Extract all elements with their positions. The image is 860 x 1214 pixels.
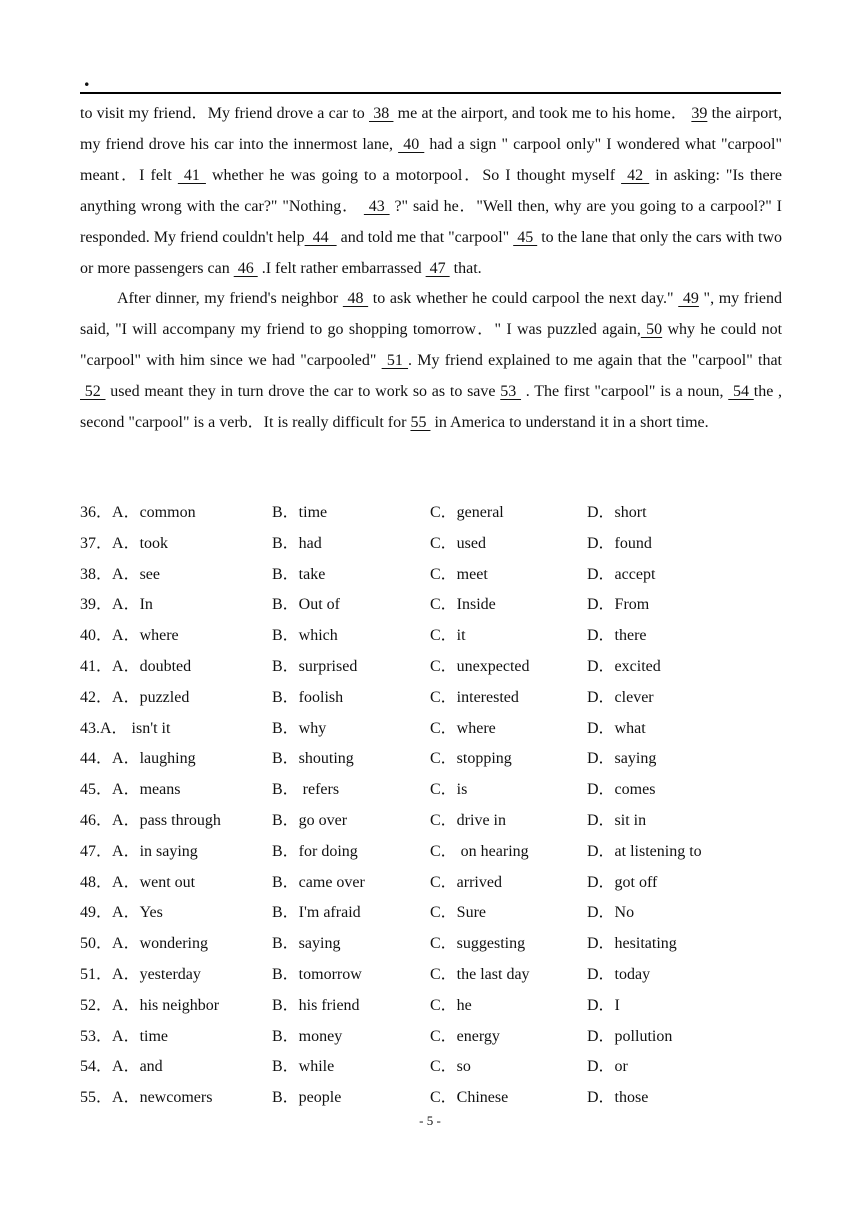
option-a	[80, 683, 189, 714]
option-a-text: A．Yes	[112, 904, 163, 922]
question-row	[80, 991, 782, 1022]
option-d: D．excited	[587, 657, 661, 675]
answer-blank: 38	[369, 105, 394, 122]
option-a-text: A．yesterday	[112, 965, 201, 983]
question-row	[80, 1022, 782, 1053]
answer-blank: 47	[425, 259, 450, 277]
option-a	[80, 590, 153, 621]
option-d: D．there	[587, 627, 647, 645]
option-d: D．sit in	[587, 811, 647, 829]
answer-blank: 55	[410, 414, 431, 432]
passage-text: the , second "carpool" is a verb．It is really difficult for	[80, 383, 783, 432]
answer-blank: 51	[381, 352, 409, 370]
option-a	[80, 868, 195, 899]
question-row	[80, 775, 782, 806]
passage-paragraph	[80, 284, 782, 439]
passage-text: that.	[449, 259, 482, 277]
option-a-text: A．In	[112, 596, 153, 614]
option-b: B．foolish	[272, 688, 344, 706]
page-number: - 5 -	[419, 1113, 441, 1128]
option-b: B．while	[272, 1058, 335, 1076]
option-d: D．short	[587, 504, 647, 521]
option-a	[80, 1083, 212, 1114]
question-number: 39．	[80, 596, 113, 614]
option-d: D．hesitating	[587, 935, 677, 953]
passage-text: had a sign " carpool only" I wondered what "carpool" meant．I felt	[80, 135, 783, 184]
cloze-passage	[80, 99, 782, 439]
answer-blank: 44	[304, 228, 337, 246]
option-a-text: A．his neighbor	[112, 996, 220, 1014]
option-a-text: A．where	[112, 627, 179, 645]
question-number: 46．	[80, 811, 113, 829]
option-c: C．Sure	[430, 904, 487, 922]
option-c: C．it	[430, 627, 466, 645]
option-a	[80, 898, 163, 929]
option-b: B．why	[272, 719, 327, 737]
option-a-text: A．means	[112, 781, 181, 799]
option-a-text: A．doubted	[112, 657, 192, 675]
question-number: 53．	[80, 1027, 113, 1045]
option-b: B．people	[272, 1089, 342, 1107]
option-b: B．go over	[272, 811, 348, 829]
option-c: C．suggesting	[430, 935, 526, 953]
passage-text: to visit my friend．My friend drove a car to	[80, 105, 370, 122]
question-number: 43.	[80, 719, 100, 737]
option-a	[80, 560, 160, 591]
question-row	[80, 960, 782, 991]
option-b: B．money	[272, 1027, 343, 1045]
question-number: 45．	[80, 781, 113, 799]
option-d: D．today	[587, 965, 651, 983]
option-a	[80, 652, 191, 683]
question-number: 54．	[80, 1058, 113, 1076]
option-a-text: A．in saying	[112, 842, 198, 860]
answer-blank: 43	[363, 197, 390, 215]
question-number: 37．	[80, 534, 113, 552]
option-a-text: A．and	[112, 1058, 163, 1076]
passage-text: the airport, my friend drove his car into the innermost lane,	[80, 105, 782, 153]
question-row	[80, 1052, 782, 1083]
option-b: B．surprised	[272, 657, 358, 675]
question-row	[80, 898, 782, 929]
question-number: 36．	[80, 504, 113, 521]
option-c: C．Inside	[430, 596, 496, 614]
passage-paragraph	[80, 99, 782, 284]
question-row	[80, 1083, 782, 1114]
option-b: B．for doing	[272, 842, 358, 860]
option-d: D．found	[587, 534, 652, 552]
option-c: C．stopping	[430, 750, 512, 768]
option-c: C．so	[430, 1058, 471, 1076]
option-d: D．or	[587, 1058, 628, 1076]
question-number: 44．	[80, 750, 113, 768]
option-d: D．I	[587, 996, 620, 1014]
option-a-text: A．laughing	[112, 750, 196, 768]
option-c: C．the last day	[430, 965, 530, 983]
option-a	[80, 498, 196, 529]
answer-blank: 46	[233, 259, 258, 277]
option-c: C．general	[430, 504, 504, 521]
answer-options	[80, 498, 782, 1114]
question-row	[80, 590, 782, 621]
question-row	[80, 621, 782, 652]
option-a-text: A． isn't it	[100, 719, 171, 737]
passage-text: in America to understand it in a short time.	[430, 414, 709, 432]
answer-blank: 52	[80, 383, 106, 401]
option-a	[80, 529, 168, 560]
option-d: D．saying	[587, 750, 657, 768]
option-a	[80, 960, 201, 991]
option-a-text: A．common	[112, 504, 196, 521]
option-a-text: A．wondering	[112, 935, 209, 953]
passage-text: ?" said he．"Well then, why are you going to a carpool?" I responded. My friend couldn't help	[80, 197, 783, 246]
option-b: B．tomorrow	[272, 965, 362, 983]
answer-blank: 39	[691, 105, 708, 122]
option-a-text: A．puzzled	[112, 688, 190, 706]
question-row	[80, 714, 782, 745]
answer-blank: 45	[513, 228, 538, 246]
option-b: B． refers	[272, 781, 340, 799]
passage-text: to the lane that only the cars with two or more passengers can	[80, 228, 783, 277]
question-row	[80, 498, 782, 529]
passage-text: .I felt rather embarrassed	[257, 259, 426, 277]
question-number: 49．	[80, 904, 113, 922]
question-number: 41．	[80, 657, 113, 675]
option-c: C．energy	[430, 1027, 500, 1045]
option-a	[80, 991, 219, 1022]
option-a	[80, 621, 179, 652]
option-b: B．take	[272, 565, 326, 583]
option-b: B．came over	[272, 873, 365, 891]
option-a	[80, 775, 180, 806]
option-a	[80, 929, 208, 960]
question-number: 42．	[80, 688, 113, 706]
option-c: C．arrived	[430, 873, 502, 891]
question-number: 55．	[80, 1089, 113, 1107]
header-rule	[80, 92, 781, 94]
answer-blank: 48	[342, 290, 369, 308]
option-d: D．comes	[587, 781, 656, 799]
answer-blank: 54	[728, 383, 754, 401]
passage-text: . My friend explained to me again that the "carpool" that	[408, 352, 782, 370]
option-a-text: A．newcomers	[112, 1089, 213, 1107]
option-c: C．is	[430, 781, 468, 799]
question-row	[80, 652, 782, 683]
option-d: D．accept	[587, 565, 656, 583]
option-c: C．he	[430, 996, 472, 1014]
passage-text: me at the airport, and took me to his home．	[393, 105, 692, 122]
option-c: C． on hearing	[430, 842, 529, 860]
answer-blank: 49	[678, 290, 699, 308]
passage-text: to ask whether he could carpool the next day."	[368, 290, 679, 308]
option-a	[80, 806, 221, 837]
question-row	[80, 929, 782, 960]
option-d: D．pollution	[587, 1027, 673, 1045]
passage-text: ", my friend said, "I will accompany my friend to go shopping tomorrow．" I was puzzled again,	[80, 290, 783, 339]
option-a-text: A．time	[112, 1027, 169, 1045]
passage-text: and told me that "carpool"	[336, 228, 514, 246]
option-c: C．meet	[430, 565, 488, 583]
passage-text: in asking: "Is there anything wrong with the car?" "Nothing．	[80, 166, 783, 215]
question-number: 47．	[80, 842, 113, 860]
passage-text: whether he was going to a motorpool．So I thought myself	[205, 166, 622, 184]
option-d: D．clever	[587, 688, 654, 706]
option-c: C．interested	[430, 688, 519, 706]
option-c: C．Chinese	[430, 1089, 509, 1107]
question-row	[80, 744, 782, 775]
option-c: C．used	[430, 534, 487, 552]
header-mark: .	[84, 66, 90, 91]
question-row	[80, 560, 782, 591]
answer-blank: 41	[177, 166, 206, 184]
question-row	[80, 529, 782, 560]
option-a-text: A．pass through	[112, 811, 221, 829]
option-c: C．unexpected	[430, 657, 530, 675]
passage-text: . The first "carpool" is a noun,	[521, 383, 729, 401]
passage-text: After dinner, my friend's neighbor	[117, 290, 343, 308]
question-number: 48．	[80, 873, 113, 891]
option-c: C．drive in	[430, 811, 506, 829]
question-row	[80, 683, 782, 714]
question-row	[80, 837, 782, 868]
question-row	[80, 806, 782, 837]
option-a-text: A．went out	[112, 873, 196, 891]
option-b: B．which	[272, 627, 338, 645]
question-number: 51．	[80, 965, 113, 983]
answer-blank: 53	[500, 383, 522, 401]
option-a	[80, 1052, 163, 1083]
question-number: 38．	[80, 565, 113, 583]
option-b: B．I'm afraid	[272, 904, 361, 922]
question-row	[80, 868, 782, 899]
question-number: 40．	[80, 627, 113, 645]
option-b: B．Out of	[272, 596, 341, 614]
answer-blank: 40	[398, 135, 425, 153]
option-b: B．had	[272, 534, 322, 552]
option-d: D．at listening to	[587, 842, 702, 860]
option-b: B．saying	[272, 935, 341, 953]
option-a-text: A．took	[112, 534, 169, 552]
option-a	[80, 1022, 168, 1053]
option-a	[80, 714, 170, 745]
option-a	[80, 837, 198, 868]
option-b: B．time	[272, 504, 328, 521]
answer-blank: 50	[640, 321, 663, 339]
option-b: B．his friend	[272, 996, 360, 1014]
option-a	[80, 744, 196, 775]
answer-blank: 42	[621, 166, 650, 184]
option-a-text: A．see	[112, 565, 161, 583]
option-c: C．where	[430, 719, 496, 737]
option-d: D．got off	[587, 873, 658, 891]
option-d: D．From	[587, 596, 650, 614]
option-d: D．No	[587, 904, 635, 922]
question-number: 50．	[80, 935, 113, 953]
option-d: D．what	[587, 719, 646, 737]
passage-text: why he could not "carpool" with him since we had "carpooled"	[80, 321, 783, 370]
question-number: 52．	[80, 996, 113, 1014]
option-b: B．shouting	[272, 750, 354, 768]
passage-text: used meant they in turn drove the car to work so as to save	[105, 383, 501, 401]
option-d: D．those	[587, 1089, 649, 1107]
